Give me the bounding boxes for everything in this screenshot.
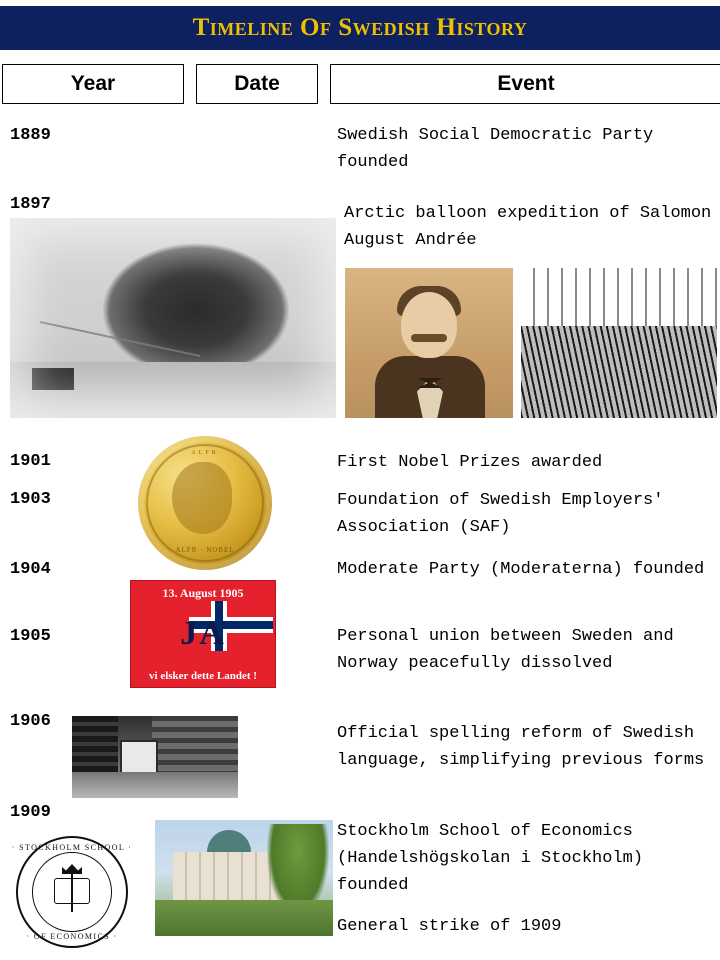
street-building-right <box>152 716 238 776</box>
engraving-buildings <box>521 268 717 333</box>
column-header-year: Year <box>2 64 184 104</box>
stockholm-school-of-economics-seal <box>10 830 134 954</box>
poster-top-text: 13. August 1905 <box>162 586 244 600</box>
crowd-engraving <box>521 268 717 418</box>
seal-text-bottom: · OF ECONOMICS · <box>26 932 118 941</box>
medal-portrait <box>172 462 232 534</box>
campus-dome <box>207 830 251 854</box>
photo-vignette <box>10 218 336 418</box>
nobel-prize-medal <box>138 436 272 570</box>
campus-lawn <box>155 900 333 936</box>
row-year: 1901 <box>10 452 51 471</box>
row-event: Personal union between Sweden and Norway peacefully dissolved <box>337 627 674 673</box>
row-year: 1909 <box>10 803 51 822</box>
street-road <box>72 772 238 798</box>
column-header-event: Event <box>330 64 720 104</box>
poster-center-text: JA <box>180 615 226 652</box>
page-title-bar <box>0 4 720 52</box>
street-tram <box>120 740 158 776</box>
row-event: Stockholm School of Economics (Handelshögskolan i Stockholm) founded <box>337 822 644 895</box>
andree-balloon-photo <box>10 218 336 418</box>
salomon-august-andree-portrait <box>345 268 513 418</box>
street-building-left <box>72 716 118 774</box>
row-year: 1905 <box>10 627 51 646</box>
portrait-moustache <box>411 334 447 342</box>
column-header-date: Date <box>196 64 318 104</box>
page-title: Timeline Of Swedish History <box>192 14 528 41</box>
row-event: Foundation of Swedish Employers' Association (SAF) <box>337 491 664 537</box>
row-year: 1903 <box>10 490 51 509</box>
poster-bottom-text: vi elsker dette Landet ! <box>149 670 257 682</box>
medal-legend: ALFR · NOBEL <box>175 546 235 554</box>
stockholm-street-tram-photo <box>72 716 238 798</box>
row-year: 1889 <box>10 126 51 145</box>
row-year: 1906 <box>10 712 51 731</box>
row-event: Arctic balloon expedition of Salomon August Andrée <box>344 204 712 250</box>
row-year: 1904 <box>10 560 51 579</box>
portrait-head <box>401 292 457 358</box>
table-header-row <box>0 64 720 106</box>
seal-text-top: · STOCKHOLM SCHOOL · <box>11 843 133 852</box>
medal-legend-top: ALFR <box>191 450 219 456</box>
row-event: Official spelling reform of Swedish language, simplifying previous forms <box>337 724 705 770</box>
norwegian-referendum-poster-1905 <box>130 580 276 688</box>
row-event: First Nobel Prizes awarded <box>337 453 603 472</box>
engraving-crowd <box>521 326 717 418</box>
sse-campus-photo <box>155 820 333 936</box>
book-icon <box>54 878 90 904</box>
row-event: Moderate Party (Moderaterna) founded <box>337 560 705 579</box>
row-year: 1897 <box>10 195 51 214</box>
row-event: Swedish Social Democratic Party founded <box>337 126 654 172</box>
row-event: General strike of 1909 <box>337 917 562 936</box>
